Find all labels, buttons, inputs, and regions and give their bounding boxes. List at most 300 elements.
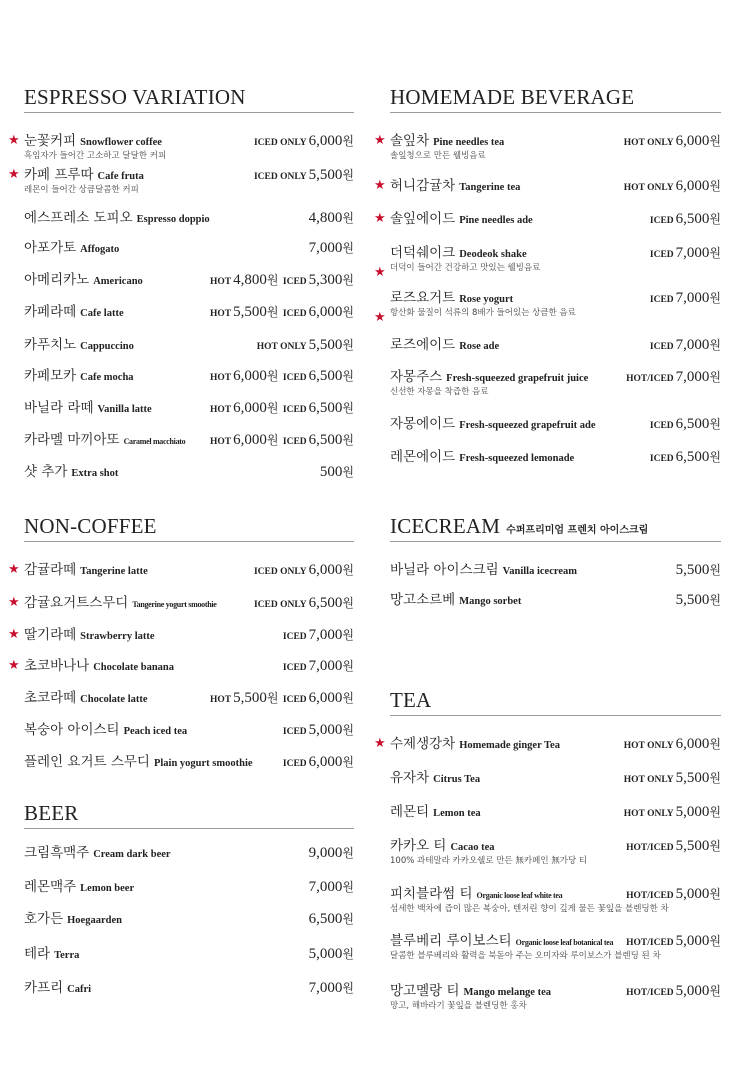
currency-unit: 원 <box>709 984 721 998</box>
item-name <box>24 878 134 898</box>
menu-item <box>390 837 721 866</box>
menu-item <box>8 594 354 614</box>
item-name-en: Tangerine tea <box>459 182 521 193</box>
menu-item <box>390 885 721 914</box>
item-price <box>254 132 354 152</box>
item-name-en: Espresso doppio <box>136 214 210 225</box>
currency-unit: 원 <box>342 433 354 447</box>
price-value: 5,500 <box>675 838 710 854</box>
price-label: HOT ONLY <box>623 741 674 751</box>
item-name-ko: 카페모카 <box>24 368 77 384</box>
menu-item <box>390 561 721 581</box>
currency-unit: 원 <box>709 839 721 853</box>
currency-unit: 원 <box>342 563 354 577</box>
item-name-en: Plain yogurt smoothie <box>153 758 253 769</box>
menu-row <box>24 721 354 741</box>
item-price <box>309 239 354 257</box>
item-name-ko: 더덕쉐이크 <box>390 245 456 261</box>
price-label: HOT ONLY <box>623 775 674 785</box>
price-value: 7,000 <box>675 245 710 261</box>
price-value: 7,000 <box>308 980 343 996</box>
item-name-ko: 플레인 요거트 스무디 <box>24 754 150 770</box>
menu-item <box>374 210 721 230</box>
menu-item <box>374 177 721 197</box>
item-name <box>24 657 174 677</box>
price-label: ICED ONLY <box>253 172 307 182</box>
price-label: HOT ONLY <box>256 342 307 352</box>
item-name <box>24 721 187 741</box>
item-name-en: Tangerine yogurt smoothie <box>132 600 217 609</box>
price-label: HOT ONLY <box>623 138 674 148</box>
currency-unit: 원 <box>709 593 721 607</box>
item-price <box>210 271 354 291</box>
item-price <box>650 336 721 356</box>
item-name-ko: 에스프레소 도피오 <box>24 210 133 226</box>
menu-item <box>24 399 354 419</box>
menu-row <box>390 336 721 356</box>
price-value: 6,000 <box>675 736 710 752</box>
currency-unit: 원 <box>342 401 354 415</box>
currency-unit: 원 <box>709 887 721 901</box>
currency-unit: 원 <box>342 912 354 926</box>
price-value: 7,000 <box>308 240 343 256</box>
menu-item <box>390 591 721 611</box>
item-name-ko: 바닐라 아이스크림 <box>390 562 499 578</box>
item-name-en: Cafri <box>67 984 92 995</box>
menu-item <box>374 735 721 755</box>
item-price <box>283 753 354 773</box>
price-label: ICED <box>649 295 674 305</box>
noncoffee-section <box>8 511 354 770</box>
star-icon: ★ <box>8 627 20 642</box>
menu-item <box>390 982 721 1011</box>
item-price <box>650 210 721 230</box>
price-label: ICED ONLY <box>253 600 307 610</box>
currency-unit: 원 <box>709 417 721 431</box>
price-value: 6,500 <box>308 432 343 448</box>
price-value: 6,000 <box>233 400 267 416</box>
item-name-ko: 샷 추가 <box>24 464 68 480</box>
item-name-ko: 눈꽃커피 <box>24 133 77 149</box>
item-price <box>650 448 721 468</box>
currency-unit: 원 <box>709 179 721 193</box>
item-name-en: Cream dark beer <box>93 849 171 860</box>
menu-row <box>390 415 721 435</box>
menu-row <box>24 910 354 930</box>
price-value: 5,500 <box>675 592 710 608</box>
item-name-ko: 아포가토 <box>24 240 77 256</box>
menu-row <box>374 735 721 755</box>
price-label: ICED <box>282 309 307 319</box>
item-name <box>24 945 79 965</box>
item-name-ko: 카프리 <box>24 980 64 996</box>
item-name-en: Snowflower coffee <box>80 137 162 148</box>
price-value: 5,000 <box>675 804 710 820</box>
menu-item <box>24 367 354 387</box>
item-name-en: Pine needles tea <box>433 137 505 148</box>
item-name-en: Vanilla icecream <box>502 566 577 577</box>
price-value: 5,500 <box>308 167 343 183</box>
star-icon: ★ <box>374 211 386 226</box>
menu-row <box>24 689 354 709</box>
item-name-en: Cappuccino <box>80 341 134 352</box>
item-price <box>650 244 721 264</box>
menu-item <box>8 561 354 581</box>
menu-item <box>24 431 354 451</box>
menu-row <box>24 399 354 419</box>
currency-unit: 원 <box>709 805 721 819</box>
menu-item <box>390 448 721 468</box>
menu-item <box>24 721 354 741</box>
price-label: ICED <box>282 663 307 673</box>
currency-unit: 원 <box>342 168 354 182</box>
price-label: HOT <box>209 695 232 705</box>
item-name <box>24 367 134 387</box>
item-name-ko: 바닐라 라떼 <box>24 400 94 416</box>
currency-unit: 원 <box>709 212 721 226</box>
currency-unit: 원 <box>709 563 721 577</box>
currency-unit: 원 <box>342 755 354 769</box>
price-label: ICED <box>282 727 307 737</box>
item-name-en: Organic loose leaf botanical tea <box>515 938 614 947</box>
price-value: 5,000 <box>675 983 710 999</box>
item-name-en: Tangerine latte <box>80 566 148 577</box>
star-icon: ★ <box>8 167 20 182</box>
price-value: 6,000 <box>233 368 267 384</box>
price-value: 7,000 <box>675 337 710 353</box>
item-price <box>210 303 354 323</box>
item-price <box>624 735 721 755</box>
price-label: ICED <box>282 373 307 383</box>
item-description: 달콤한 블루베리와 활력을 북돋아 주는 오미자와 루이보스가 블렌딩 된 차 <box>390 951 661 961</box>
menu-row <box>8 626 354 646</box>
item-price <box>676 591 721 609</box>
menu-row <box>24 979 354 999</box>
currency-unit: 원 <box>709 737 721 751</box>
currency-unit: 원 <box>342 659 354 673</box>
star-icon: ★ <box>374 178 386 193</box>
item-name-ko: 크림흑맥주 <box>24 845 90 861</box>
price-label: HOT <box>209 309 232 319</box>
item-price <box>254 594 354 614</box>
price-label: HOT/ICED <box>626 988 674 998</box>
menu-item <box>374 289 721 325</box>
item-name-ko: 망고멜랑 티 <box>390 983 460 999</box>
item-name-ko: 감귤라떼 <box>24 562 77 578</box>
item-name-ko: 레몬에이드 <box>390 449 456 465</box>
item-name-en: Vanilla latte <box>97 404 152 415</box>
price-label: ICED ONLY <box>253 567 307 577</box>
item-name-en: Chocolate banana <box>93 662 175 673</box>
item-name <box>24 239 119 259</box>
item-name-en: Lemon beer <box>80 883 135 894</box>
item-name <box>24 561 148 581</box>
menu-row <box>390 448 721 468</box>
menu-item <box>24 271 354 291</box>
item-name-en: Strawberry latte <box>80 631 155 642</box>
item-price <box>210 689 354 709</box>
currency-unit: 원 <box>709 771 721 785</box>
item-name <box>24 979 91 999</box>
item-name-en: Cafe fruta <box>97 171 144 182</box>
item-description: 섬세한 백차에 즙이 많은 복숭아, 텐저린 향이 깊게 물든 꽃잎을 블렌딩한 차 <box>390 904 669 914</box>
menu-item <box>8 166 354 195</box>
item-description: 항산화 물질이 석류의 8배가 들어있는 상큼한 음료 <box>390 308 576 318</box>
item-name-ko: 자몽에이드 <box>390 416 456 432</box>
item-name <box>390 210 533 230</box>
price-value: 6,000 <box>675 133 710 149</box>
menu-item <box>24 463 354 483</box>
currency-unit: 원 <box>709 370 721 384</box>
item-price <box>257 336 354 356</box>
star-icon: ★ <box>8 133 20 148</box>
price-value: 6,000 <box>308 304 343 320</box>
section-title: ESPRESSO VARIATION <box>24 82 354 113</box>
item-description: 흑임자가 들어간 고소하고 달달한 커피 <box>24 151 167 161</box>
item-name <box>390 448 574 468</box>
item-price <box>309 844 354 862</box>
menu-item <box>374 244 721 280</box>
item-name-en: Rose yogurt <box>459 294 514 305</box>
price-label: ICED <box>282 759 307 769</box>
currency-unit: 원 <box>709 291 721 305</box>
currency-unit: 원 <box>342 947 354 961</box>
homemade-section <box>374 82 721 465</box>
item-name-en: Caramel macchiato <box>123 437 186 446</box>
section-title <box>390 511 721 542</box>
currency-unit: 원 <box>342 273 354 287</box>
currency-unit: 원 <box>342 465 354 479</box>
item-name-en: Terra <box>54 950 80 961</box>
menu-row <box>24 367 354 387</box>
item-name-ko: 망고소르베 <box>390 592 456 608</box>
price-value: 6,500 <box>308 595 343 611</box>
price-label: ICED <box>282 405 307 415</box>
item-name <box>390 735 560 755</box>
section-title: NON-COFFEE <box>24 511 354 542</box>
item-name-en: Affogato <box>80 244 120 255</box>
item-name-en: Hoegaarden <box>67 915 122 926</box>
currency-unit: 원 <box>709 934 721 948</box>
menu-item <box>374 132 721 161</box>
menu-item <box>390 769 721 789</box>
item-name-ko: 딸기라떼 <box>24 627 77 643</box>
item-name-en: Citrus Tea <box>433 774 481 785</box>
item-name-en: Peach iced tea <box>123 726 188 737</box>
currency-unit: 원 <box>342 880 354 894</box>
price-value: 6,000 <box>308 690 343 706</box>
price-label: HOT <box>209 373 232 383</box>
currency-unit: 원 <box>342 305 354 319</box>
price-label: HOT ONLY <box>623 809 674 819</box>
item-price <box>210 431 354 451</box>
menu-row <box>390 803 721 823</box>
star-icon: ★ <box>374 265 386 280</box>
item-price <box>210 367 354 387</box>
price-value: 5,500 <box>675 770 710 786</box>
item-price <box>254 166 354 186</box>
price-value: 6,000 <box>308 133 343 149</box>
menu-row <box>24 431 354 451</box>
item-name-ko: 호가든 <box>24 911 64 927</box>
price-value: 5,500 <box>308 337 343 353</box>
section-title: TEA <box>390 685 721 716</box>
menu-item <box>24 945 354 965</box>
menu-row <box>8 561 354 581</box>
item-name-en: Americano <box>93 276 143 287</box>
menu-item <box>390 336 721 356</box>
price-value: 5,000 <box>308 722 343 738</box>
item-price <box>309 878 354 896</box>
item-name-en: Pine needles ade <box>459 215 533 226</box>
menu-item <box>8 626 354 646</box>
item-name-ko: 테라 <box>24 946 51 962</box>
star-icon: ★ <box>8 562 20 577</box>
item-name <box>390 803 481 823</box>
item-name-ko: 아메리카노 <box>24 272 90 288</box>
currency-unit: 원 <box>342 981 354 995</box>
item-name <box>390 177 520 197</box>
section-title: HOMEMADE BEVERAGE <box>390 82 721 113</box>
item-price <box>650 289 721 309</box>
star-icon: ★ <box>8 658 20 673</box>
price-label: ICED <box>649 216 674 226</box>
item-name <box>390 561 577 581</box>
item-name-ko: 자몽주스 <box>390 369 443 385</box>
item-name-en: Mango melange tea <box>463 987 551 998</box>
price-label: ICED ONLY <box>253 138 307 148</box>
menu-item <box>390 415 721 435</box>
price-value: 4,800 <box>233 272 267 288</box>
item-name-ko: 카페 프루따 <box>24 167 94 183</box>
item-name <box>24 431 185 451</box>
menu-row <box>24 239 354 259</box>
item-name-en: Homemade ginger Tea <box>459 740 560 751</box>
item-name <box>24 753 253 773</box>
price-value: 6,000 <box>308 754 343 770</box>
item-name-ko: 로즈요거트 <box>390 290 456 306</box>
item-name-en: Rose ade <box>459 341 500 352</box>
item-name-en: Fresh-squeezed grapefruit juice <box>446 373 589 384</box>
price-value: 6,500 <box>675 416 710 432</box>
currency-unit: 원 <box>342 691 354 705</box>
item-name <box>390 769 480 789</box>
item-name-ko: 카라멜 마끼아또 <box>24 432 120 448</box>
item-name-ko: 허니감귤차 <box>390 178 456 194</box>
price-value: 6,500 <box>675 211 710 227</box>
item-name-en: Fresh-squeezed lemonade <box>459 453 575 464</box>
price-value: 7,000 <box>308 627 343 643</box>
currency-unit: 원 <box>342 628 354 642</box>
menu-item <box>24 303 354 323</box>
price-value: 5,000 <box>308 946 343 962</box>
item-name-ko: 로즈에이드 <box>390 337 456 353</box>
item-name <box>390 336 499 356</box>
price-value: 7,000 <box>308 658 343 674</box>
price-label: ICED <box>282 277 307 287</box>
section-title-text: ICECREAM <box>390 514 501 538</box>
item-name-ko: 초코바나나 <box>24 658 90 674</box>
item-name <box>24 463 118 483</box>
item-price <box>626 368 721 388</box>
item-price <box>320 463 354 481</box>
item-name-ko: 카페라떼 <box>24 304 77 320</box>
item-name <box>24 303 124 323</box>
item-description: 솔잎청으로 만든 웰빙음료 <box>390 151 486 161</box>
item-name-ko: 유자차 <box>390 770 430 786</box>
menu-item <box>24 239 354 259</box>
menu-item <box>390 932 721 961</box>
price-value: 6,000 <box>308 562 343 578</box>
price-value: 9,000 <box>308 845 343 861</box>
price-value: 500 <box>319 464 343 480</box>
item-name <box>390 591 521 611</box>
price-value: 4,800 <box>308 210 343 226</box>
price-value: 5,500 <box>233 690 267 706</box>
section-title: BEER <box>24 798 354 829</box>
currency-unit: 원 <box>709 338 721 352</box>
espresso-section <box>8 82 354 480</box>
item-name-en: Deodeok shake <box>459 249 527 260</box>
item-description: 신선한 자몽을 착즙한 음료 <box>390 387 489 397</box>
item-price <box>309 979 354 997</box>
menu-item <box>24 910 354 930</box>
price-label: ICED <box>649 454 674 464</box>
item-name-en: Organic loose leaf white tea <box>476 891 563 900</box>
price-value: 7,000 <box>308 879 343 895</box>
menu-row <box>24 303 354 323</box>
item-name-ko: 레몬맥주 <box>24 879 77 895</box>
menu-row <box>24 844 354 864</box>
currency-unit: 원 <box>342 596 354 610</box>
item-name-ko: 솔잎차 <box>390 133 430 149</box>
price-value: 6,500 <box>308 911 343 927</box>
menu-row <box>390 769 721 789</box>
item-price <box>676 561 721 579</box>
item-description: 망고, 해바라기 꽃잎을 블렌딩한 홍차 <box>390 1001 527 1011</box>
item-name <box>24 910 122 930</box>
currency-unit: 원 <box>709 450 721 464</box>
item-price <box>309 910 354 928</box>
icecream-section <box>390 511 721 608</box>
price-label: HOT/ICED <box>626 374 674 384</box>
item-name-ko: 카푸치노 <box>24 337 77 353</box>
menu-item <box>24 753 354 773</box>
price-value: 6,000 <box>675 178 710 194</box>
price-value: 7,000 <box>675 369 710 385</box>
menu-row <box>374 210 721 230</box>
item-price <box>624 803 721 823</box>
star-icon: ★ <box>374 133 386 148</box>
item-name-ko: 감귤요거트스무디 <box>24 595 129 611</box>
item-name-ko: 초코라떼 <box>24 690 77 706</box>
menu-row <box>390 561 721 581</box>
item-name-ko: 레몬티 <box>390 804 430 820</box>
price-label: HOT/ICED <box>626 843 674 853</box>
item-description: 100% 과테말라 카카오쉘로 만든 無카페인 無가당 티 <box>390 856 588 866</box>
item-name-en: Cafe mocha <box>80 372 134 383</box>
price-value: 5,500 <box>233 304 267 320</box>
price-label: HOT <box>209 405 232 415</box>
currency-unit: 원 <box>342 134 354 148</box>
price-label: ICED <box>282 632 307 642</box>
currency-unit: 원 <box>266 401 279 415</box>
menu-row <box>8 657 354 677</box>
menu-row <box>374 177 721 197</box>
price-label: HOT ONLY <box>623 183 674 193</box>
item-name-ko: 수제생강차 <box>390 736 456 752</box>
item-price <box>650 415 721 435</box>
